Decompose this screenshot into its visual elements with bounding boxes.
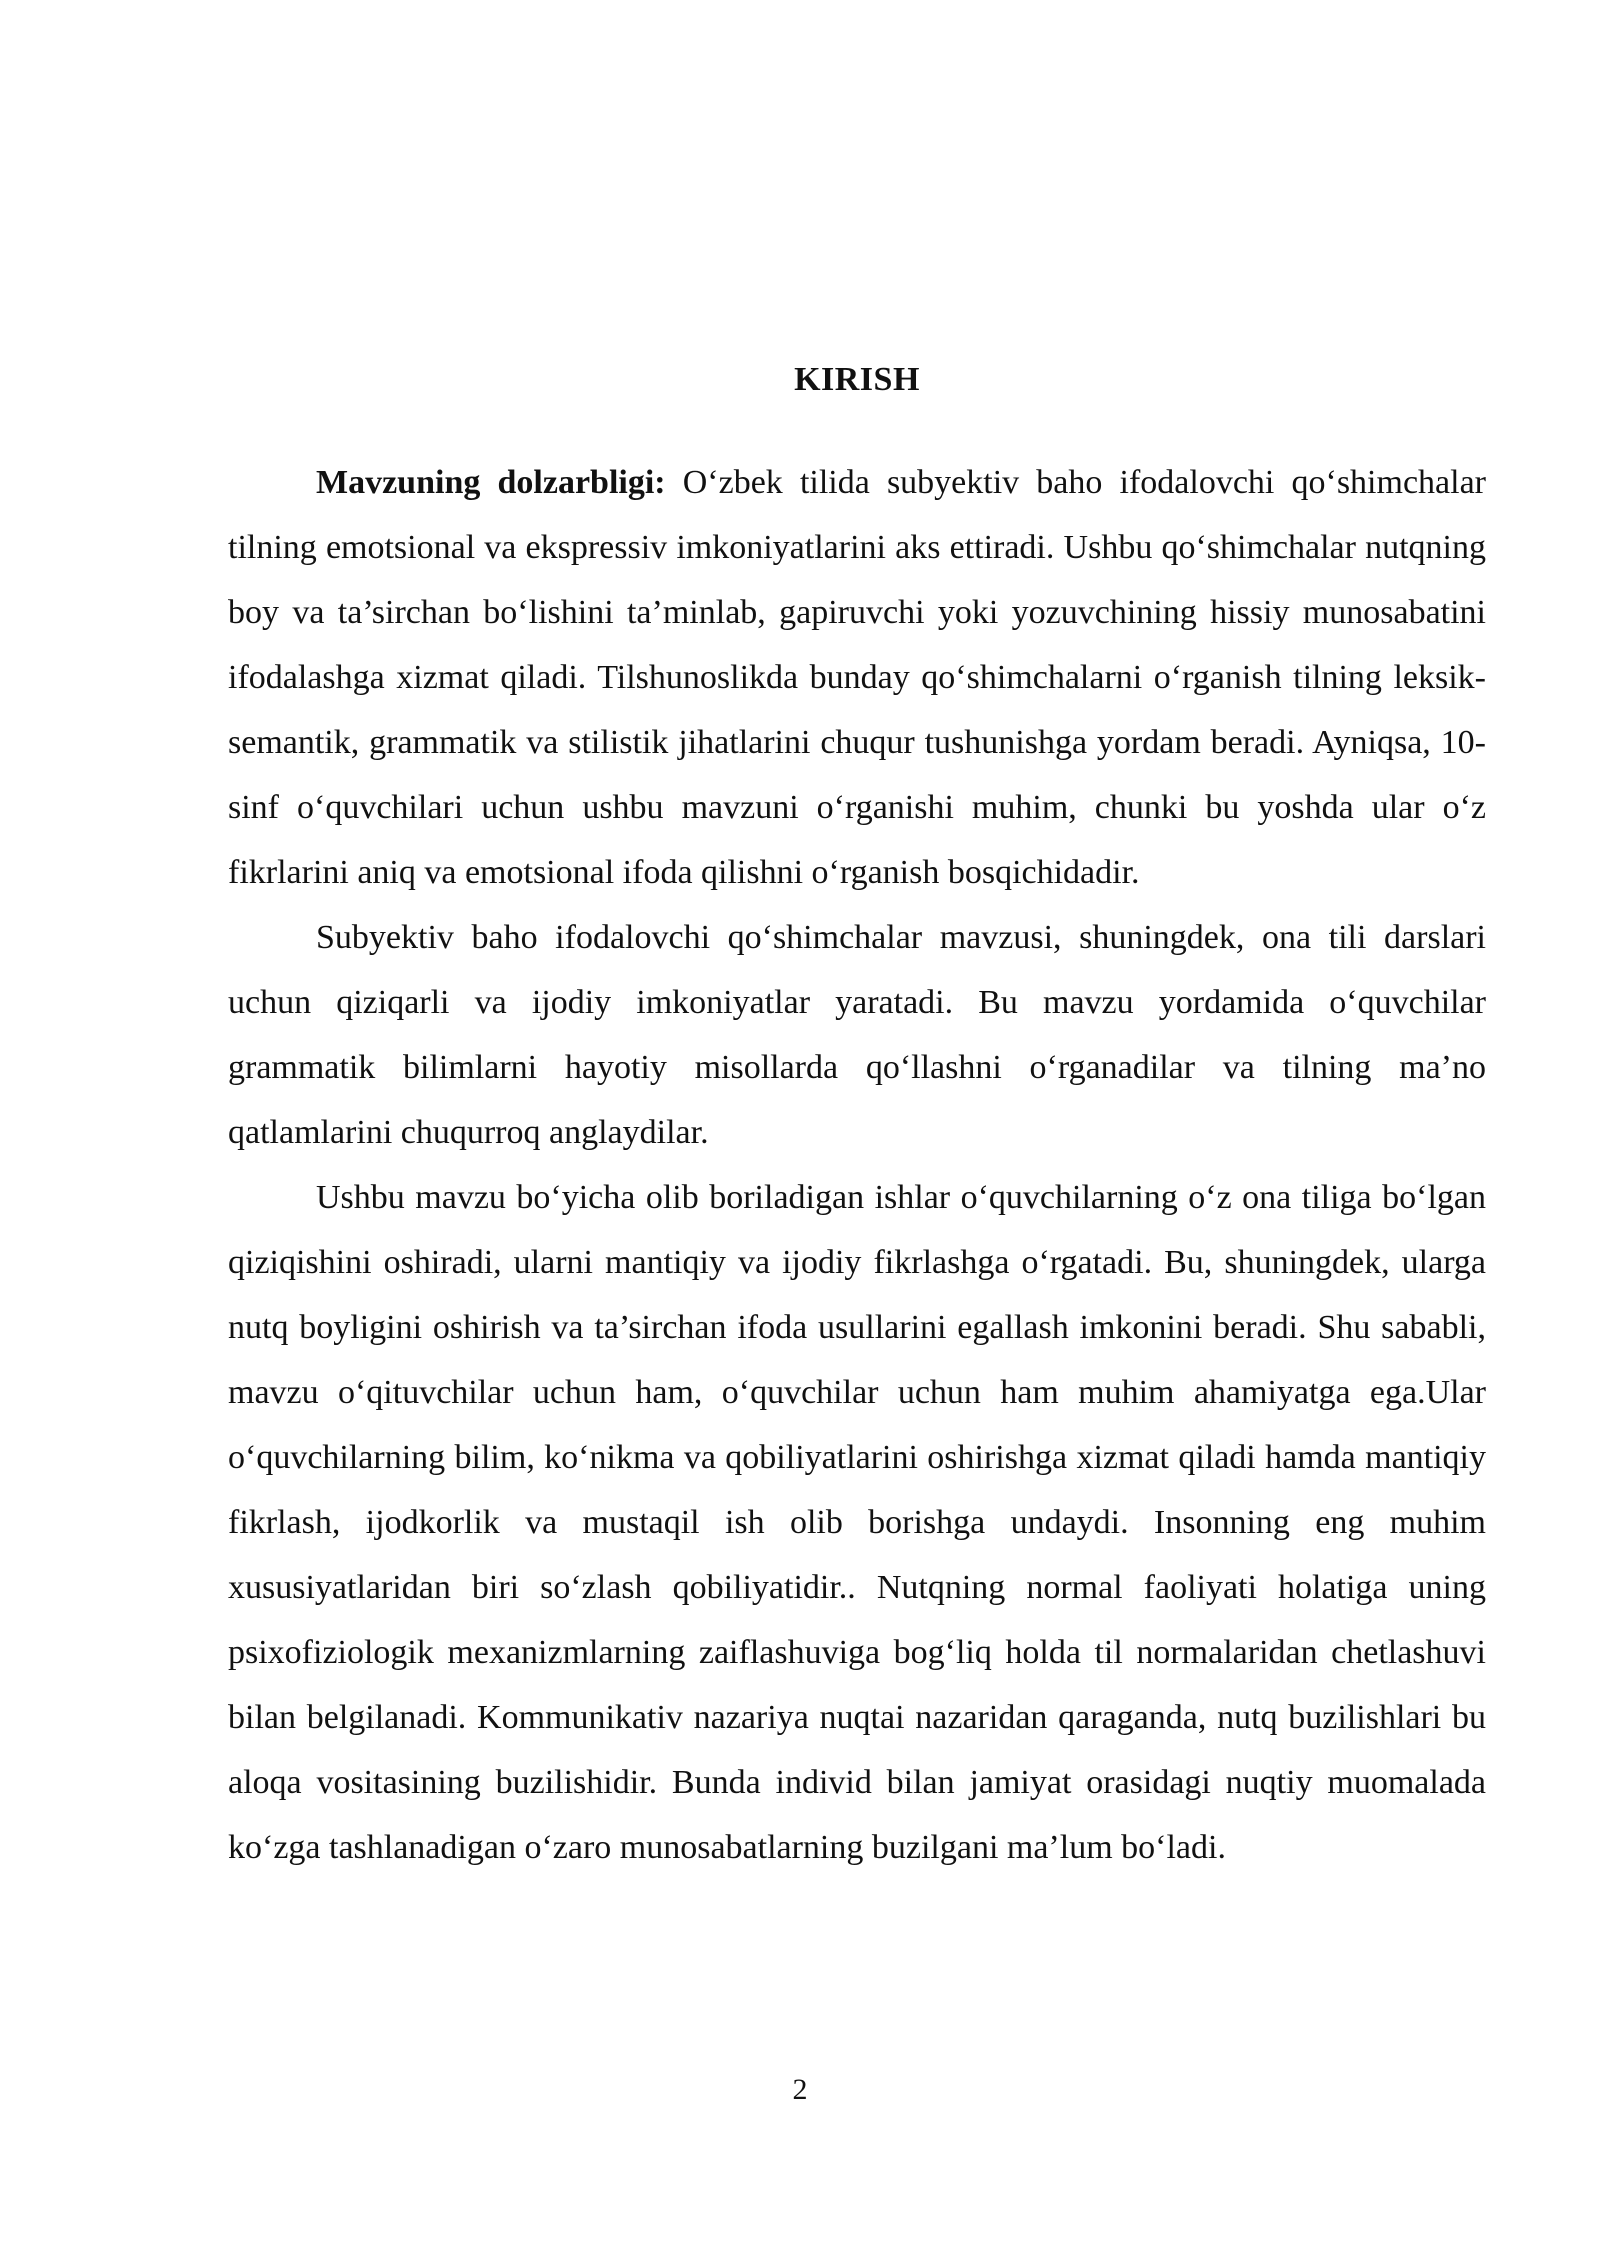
page-title: KIRISH <box>794 361 920 398</box>
paragraph-importance <box>228 1165 1486 1880</box>
paragraph-body: Ushbu mavzu bo‘yicha olib boriladigan ishlar o‘quvchilarning o‘z ona tiliga bo‘lgan qiziqishini oshiradi, ularni mantiqiy va ijodiy fikrlashga o‘rgatadi. Bu, shuningdek, ularga nutq boyligini oshirish va ta’sirchan ifoda usullarini egallash imkonini beradi. Shu sababli, mavzu o‘qituvchilar uchun ham, o‘quvchilar uchun ham muhim ahamiyatga ega.Ular o‘quvchilarning bilim, ko‘nikma va qobiliyatlarini oshirishga xizmat qiladi hamda mantiqiy fikrlash, ijodkorlik va mustaqil ish olib borishga undaydi. Insonning eng muhim xususiyatlaridan biri so‘zlash qobiliyatidir.. Nutqning normal faoliyati holatiga uning psixofiziologik mexanizmlarning zaiflashuviga bog‘liq holda til normalaridan chetlashuvi bilan belgilanadi. Kommunikativ nazariya nuqtai nazaridan qaraganda, nutq buzilishlari bu aloqa vositasining buzilishidir. Bunda individ bilan jamiyat orasidagi nuqtiy muomalada ko‘zga tashlanadigan o‘zaro munosabatlarning buzilgani ma’lum bo‘ladi. <box>228 1179 1486 1866</box>
paragraph-body: Subyektiv baho ifodalovchi qo‘shimchalar mavzusi, shuningdek, ona tili darslari uchun qiziqarli va ijodiy imkoniyatlar yaratadi. Bu mavzu yordamida o‘quvchilar grammatik bilimlarni hayotiy misollarda qo‘llashni o‘rganadilar va tilning ma’no qatlamlarini chuqurroq anglaydilar. <box>228 919 1486 1151</box>
paragraph-body: O‘zbek tilida subyektiv baho ifodalovchi qo‘shimchalar tilning emotsional va ekspressiv imkoniyatlarini aks ettiradi. Ushbu qo‘shimchalar nutqning boy va ta’sirchan bo‘lishini ta’minlab, gapiruvchi yoki yozuvchining hissiy munosabatini ifodalashga xizmat qiladi. Tilshunoslikda bunday qo‘shimchalarni o‘rganish tilning leksik-semantik, grammatik va stilistik jihatlarini chuqur tushunishga yordam beradi. Ayniqsa, 10-sinf o‘quvchilari uchun ushbu mavzuni o‘rganishi muhim, chunki bu yoshda ular o‘z fikrlarini aniq va emotsional ifoda qilishni o‘rganish bosqichidadir. <box>228 464 1486 891</box>
page-content <box>228 350 1486 1880</box>
page-number: 2 <box>792 2073 808 2106</box>
paragraph-lead: Mavzuning dolzarbligi: <box>316 464 666 501</box>
paragraph-relevance <box>228 450 1486 905</box>
paragraph-topic <box>228 905 1486 1165</box>
